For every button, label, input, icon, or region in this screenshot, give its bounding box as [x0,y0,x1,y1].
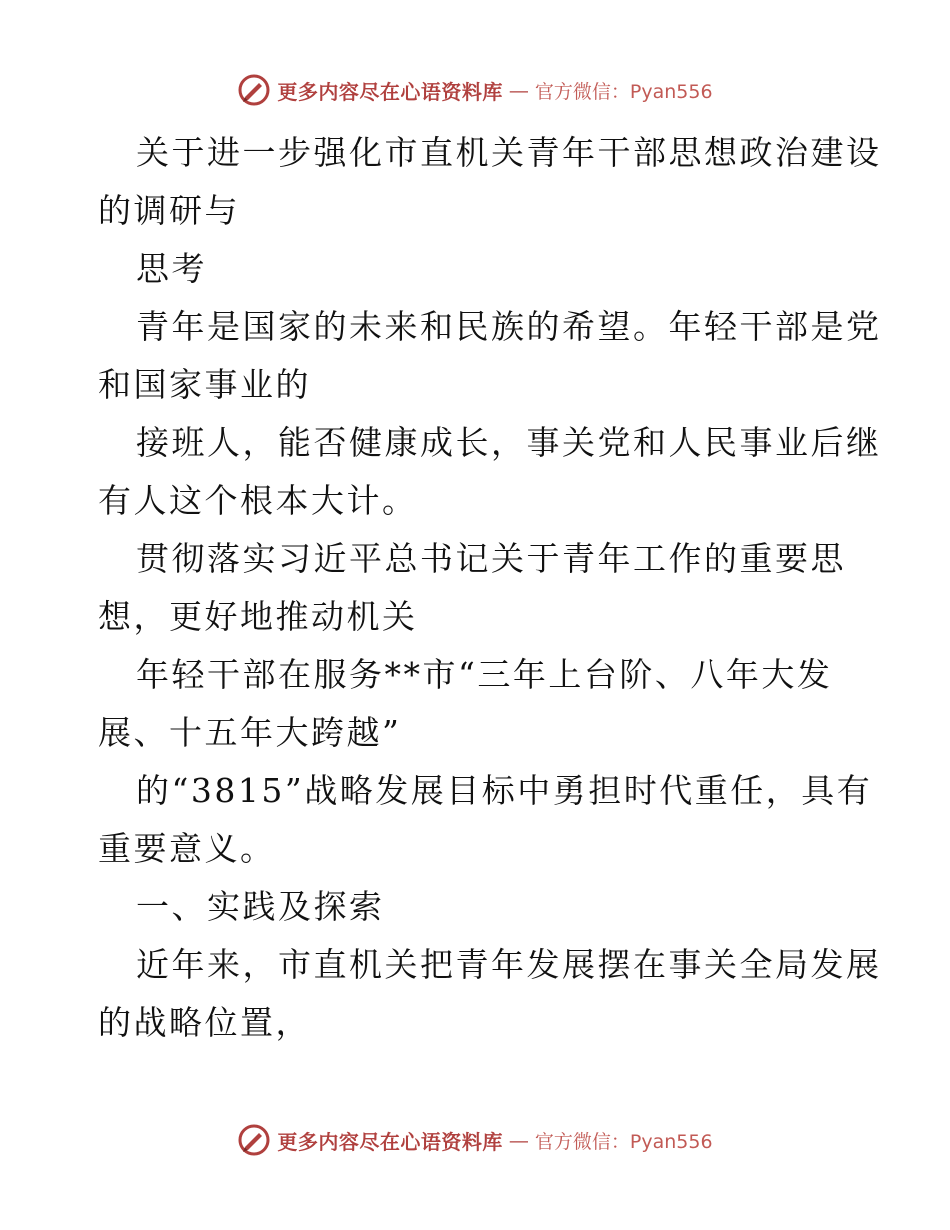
document-body [98,124,882,1052]
section-heading: 一、实践及探索 [136,887,385,926]
document-line: 思考 [136,249,207,288]
document-line: 青年是国家的未来和民族的希望。年轻干部是党 [136,307,882,346]
banner-text: 更多内容尽在心语资料库 [277,79,503,104]
banner-wechat: 官方微信：Pyan556 [534,80,713,103]
header-watermark-banner [0,70,950,110]
footer-watermark-banner [0,1120,950,1160]
banner-separator: — [508,78,529,102]
banner-text: 更多内容尽在心语资料库 [277,1129,503,1154]
document-line: 重要意义。 [98,829,276,868]
pen-logo-icon [237,1123,271,1157]
pen-logo-icon [237,73,271,107]
document-line: 展、十五年大跨越” [98,713,402,752]
document-line: 的调研与 [98,191,240,230]
document-line: 近年来，市直机关把青年发展摆在事关全局发展 [136,945,882,984]
banner-separator: — [508,1128,529,1152]
document-line: 贯彻落实习近平总书记关于青年工作的重要思 [136,539,846,578]
banner-wechat: 官方微信：Pyan556 [534,1130,713,1153]
document-line: 接班人，能否健康成长，事关党和人民事业后继 [136,423,882,462]
document-line: 年轻干部在服务**市“三年上台阶、八年大发 [136,655,833,694]
document-line: 和国家事业的 [98,365,311,404]
document-line: 的“3815”战略发展目标中勇担时代重任，具有 [136,771,873,810]
document-line: 关于进一步强化市直机关青年干部思想政治建设 [136,133,882,172]
document-line: 有人这个根本大计。 [98,481,418,520]
document-line: 的战略位置， [98,1003,311,1042]
document-line: 想，更好地推动机关 [98,597,418,636]
